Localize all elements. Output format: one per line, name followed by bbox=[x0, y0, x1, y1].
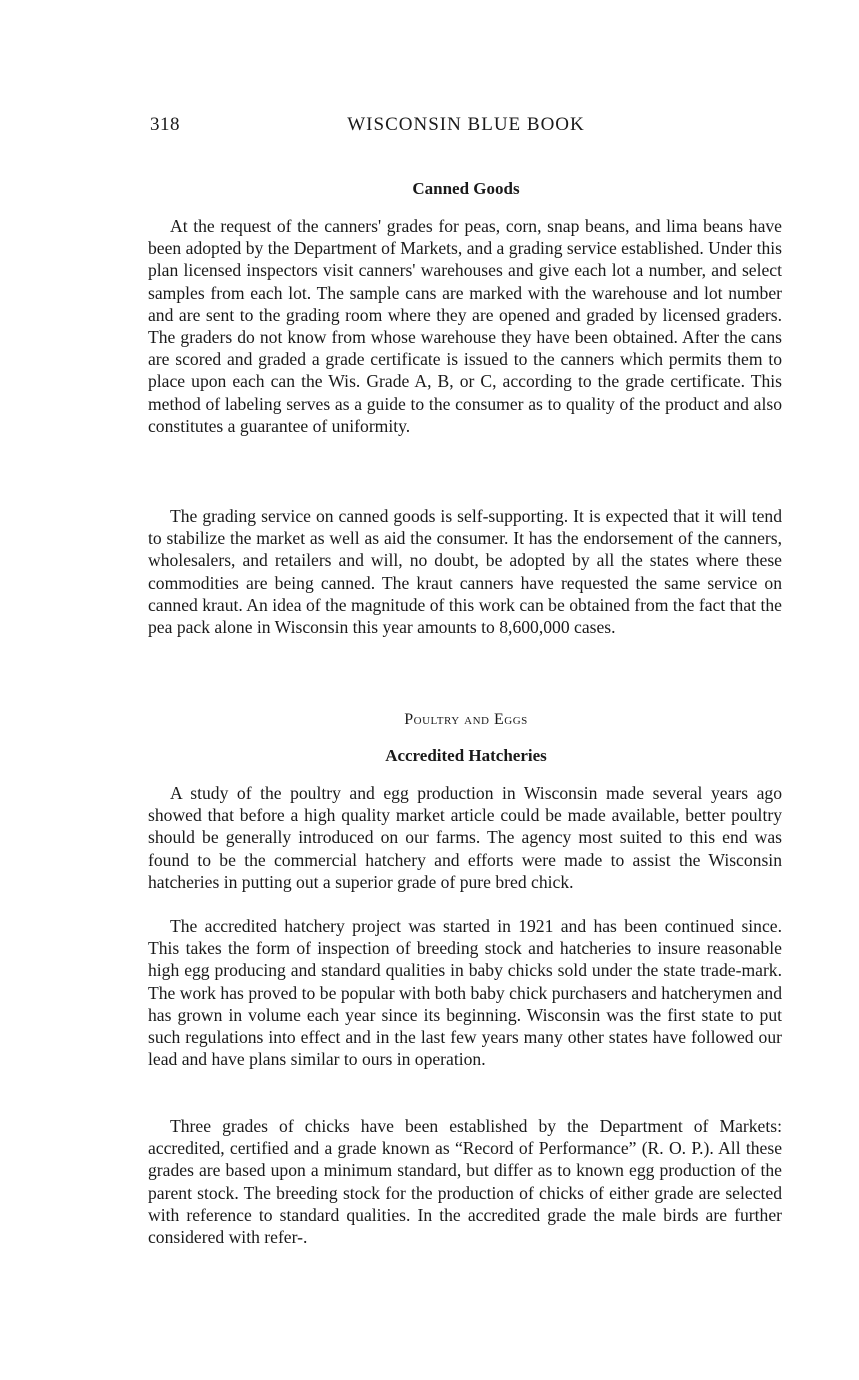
section-title-poultry-and-eggs: Poultry and Eggs bbox=[404, 711, 528, 728]
heading-canned-goods: Canned Goods bbox=[412, 179, 520, 198]
heading-accredited-hatcheries: Accredited Hatcheries bbox=[385, 746, 547, 765]
paragraph-hatcheries-2: The accredited hatchery project was started in 1921 and has been continued since. This takes the form of inspection of breeding stock and hatcheries to insure reasonable high egg producing and standard qualities in baby chicks sold under the state trade-mark. The work has proved to be popular with both baby chick purchasers and hatcherymen and has grown in volume each year since its beginning. Wisconsin was the first state to put such regulations into effect and in the last few years many other states have followed our lead and have plans similar to ours in operation. bbox=[148, 916, 782, 1070]
paragraph-hatcheries-1: A study of the poultry and egg production in Wisconsin made several years ago showed that before a high quality market article could be made available, better poultry should be generally introduced on our farms. The agency most suited to this end was found to be the commercial hatchery and efforts were made to assist the Wisconsin hatcheries in putting out a superior grade of pure bred chick. bbox=[148, 783, 782, 892]
page-number: 318 bbox=[150, 114, 180, 135]
paragraph-canned-goods-1: At the request of the canners' grades for peas, corn, snap beans, and lima beans have been adopted by the Department of Markets, and a grading service established. Under this plan licensed inspectors visit canners' warehouses and give each lot a number, and select samples from each lot. The sample cans are marked with the warehouse and lot number and are sent to the grading room where they are opened and graded by licensed graders. The graders do not know from whose warehouse they have been obtained. After the cans are scored and graded a grade certificate is issued to the canners which permits them to place upon each can the Wis. Grade A, B, or C, according to the grade certificate. This method of labeling serves as a guide to the consumer as to quality of the product and also constitutes a guarantee of uniformity. bbox=[148, 216, 782, 436]
running-head bbox=[150, 114, 782, 142]
paragraph-hatcheries-3: Three grades of chicks have been established by the Department of Markets: accredited, certified and a grade known as “Record of Performance” (R. O. P.). All these grades are based upon a minimum standard, but differ as to known egg production of the parent stock. The breeding stock for the production of chicks of either grade are selected with reference to standard qualities. In the accredited grade the male birds are further considered with refer-. bbox=[148, 1116, 782, 1248]
paragraph-canned-goods-2: The grading service on canned goods is self-supporting. It is expected that it will tend to stabilize the market as well as aid the consumer. It has the endorsement of the canners, wholesalers, and retailers and will, no doubt, be adopted by all the states where these commodities are being canned. The kraut canners have requested the same service on canned kraut. An idea of the magnitude of this work can be obtained from the fact that the pea pack alone in Wisconsin this year amounts to 8,600,000 cases. bbox=[148, 506, 782, 638]
book-title: WISCONSIN BLUE BOOK bbox=[347, 114, 585, 135]
